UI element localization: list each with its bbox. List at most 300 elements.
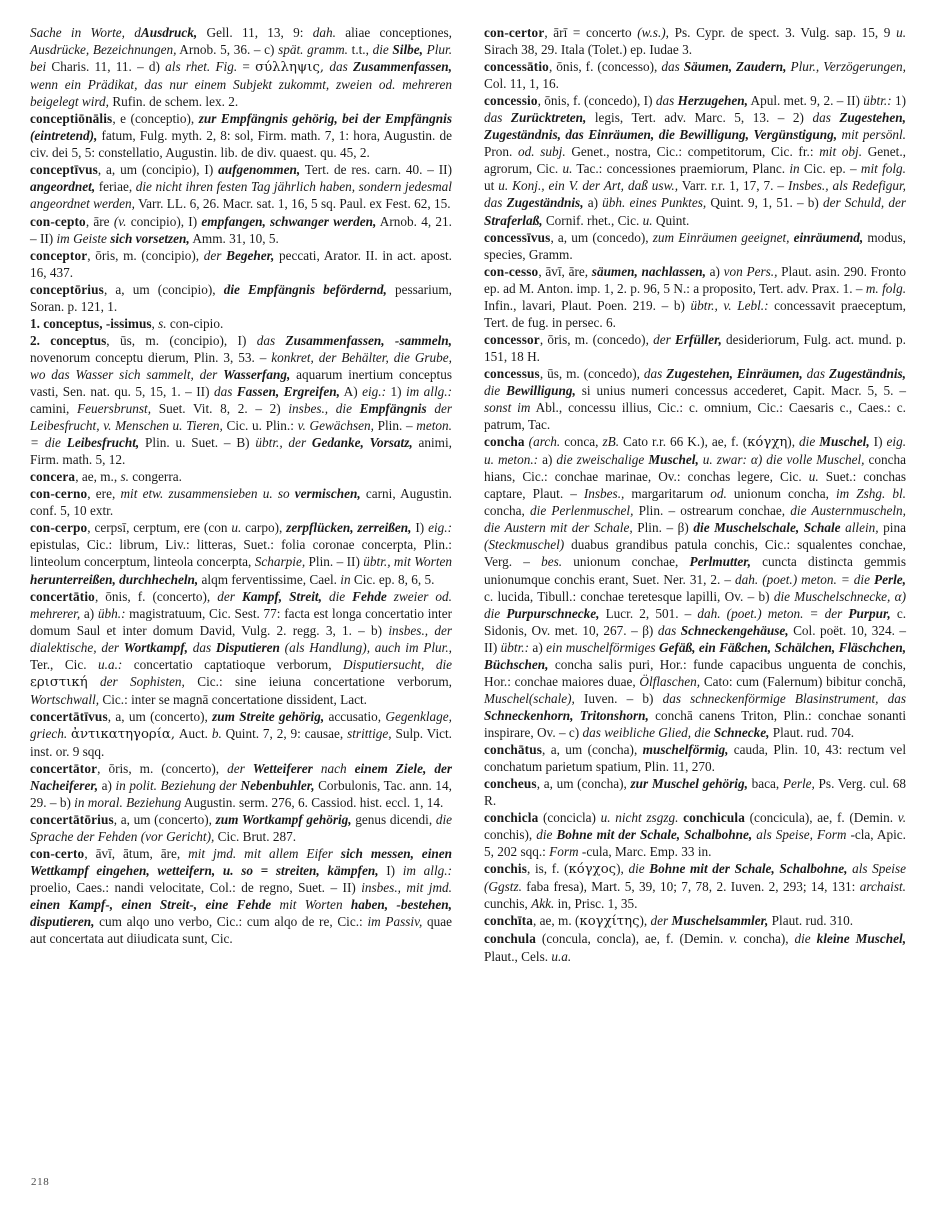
- plain-text: Cic. u. Plin.:: [222, 418, 298, 434]
- gloss-text: Gegenklage, griech.: [30, 708, 452, 741]
- bold-gloss: vermischen,: [294, 486, 361, 502]
- gloss-text: die Austernmuscheln, die Austern mit der Schale,: [484, 503, 906, 536]
- headword: con-cerno: [30, 486, 88, 502]
- plain-text: , a, um (concha),: [542, 741, 643, 757]
- dictionary-entry: [484, 58, 906, 92]
- plain-text: Cato: cum (Falernum) bibitur conchā,: [700, 673, 906, 689]
- plain-text: Quint. 7, 2, 9: causae,: [221, 725, 348, 741]
- gloss-text: die: [321, 588, 353, 604]
- plain-text: a): [538, 452, 557, 468]
- gloss-text: das: [484, 110, 511, 126]
- gloss-text: von Pers.,: [723, 263, 778, 279]
- dictionary-entry: [484, 809, 906, 860]
- gloss-text: u. Konj., ein V. der Art, daß usw.,: [498, 178, 679, 194]
- greek-text: κόγχος: [568, 862, 617, 878]
- plain-text: pessarium, Soran. p. 121, 1.: [30, 281, 452, 314]
- headword: concessio: [484, 93, 538, 109]
- dictionary-entry: [484, 912, 906, 930]
- gloss-text: übh.:: [97, 605, 126, 621]
- left-column: [30, 24, 452, 1164]
- gloss-text: das: [802, 365, 830, 381]
- plain-text: Ps. Cypr. de spect. 3. Vulg. sap. 15, 9: [669, 25, 897, 40]
- gloss-text: der: [227, 761, 253, 777]
- plain-text: feriae,: [95, 179, 136, 195]
- headword: concessus: [484, 365, 540, 381]
- headword: con-cerpo: [30, 520, 88, 536]
- gloss-text: (w.s.),: [637, 25, 669, 40]
- gloss-text: der Leibesfrucht, v. Menschen u. Tieren,: [30, 401, 452, 434]
- plain-text: A): [339, 383, 363, 399]
- bold-gloss: Bohne mit der Schale, Schalbohne,: [649, 861, 848, 877]
- plain-text: unionum conchae,: [562, 554, 690, 570]
- plain-text: a): [705, 263, 724, 279]
- headword: concheus: [484, 776, 537, 792]
- plain-text: Arnob. 5, 36. – c): [176, 42, 279, 58]
- plain-text: ),: [787, 434, 800, 450]
- dictionary-entry: [30, 332, 452, 468]
- greek-text: ἀντικατηγορία,: [71, 726, 176, 742]
- plain-text: Arnob. 4, 21. – II): [30, 213, 452, 246]
- bold-gloss: Muschel,: [819, 434, 870, 450]
- gloss-text: Wortschwall,: [30, 691, 100, 707]
- plain-text: Plaut., Cels.: [484, 948, 552, 964]
- plain-text: , ārī = concerto: [544, 25, 638, 40]
- gloss-text: archaist.: [859, 879, 906, 895]
- plain-text: I): [378, 863, 403, 879]
- plain-text: Cic. ep. 8, 6, 5.: [350, 571, 435, 587]
- plain-text: animi, Firm. math. 5, 12.: [30, 435, 452, 468]
- gloss-text: (Steckmuschel): [484, 537, 565, 553]
- plain-text: Tac.: concessiones praemiorum, Planc.: [572, 161, 790, 177]
- plain-text: Quint.: [652, 212, 690, 228]
- headword: concertātīvus: [30, 708, 108, 724]
- headword: concera: [30, 469, 76, 485]
- plain-text: pina: [878, 520, 906, 536]
- gloss-text: im Geiste: [56, 230, 111, 246]
- bold-gloss: die Empfängnis befördernd,: [223, 281, 387, 297]
- gloss-text: spät. gramm.: [278, 42, 348, 58]
- plain-text: camini,: [30, 401, 78, 417]
- gloss-text: mit obj.: [819, 144, 863, 160]
- plain-text: , ūs, m. (concedo),: [539, 365, 644, 381]
- headword: conceptīvus: [30, 162, 98, 178]
- bold-gloss: Ausdruck,: [140, 25, 198, 40]
- gloss-text: übh. eines Punktes,: [602, 195, 707, 211]
- plain-text: Tert. de res. carn. 40. – II): [300, 162, 452, 178]
- plain-text: a): [583, 195, 603, 211]
- plain-text: si unius numeri concessus accederet, Capit. Macr. 5, 5. –: [575, 382, 906, 398]
- gloss-text: das: [655, 93, 678, 109]
- plain-text: , is, f. (: [527, 861, 569, 877]
- gloss-text: dah. (poet.) meton. = die: [735, 571, 874, 587]
- gloss-text: Plur. bei: [30, 42, 453, 75]
- gloss-text: eig. u. meton.:: [484, 434, 907, 468]
- gloss-text: Insbes.,: [583, 486, 625, 502]
- bold-gloss: Zurücktreten,: [510, 110, 587, 126]
- plain-text: Plaut. asin. 290. Fronto ep. ad M. Anton. imp. 1, 2. p. 96, 5 N.: a proposito, Tert. adv. Prax. 1. –: [484, 263, 906, 296]
- plain-text: con-cipio.: [166, 315, 224, 331]
- greek-text: εριστική: [30, 674, 88, 690]
- plain-text: Augustin. serm. 276, 6. Cassiod. hist. eccl. 1, 14.: [181, 795, 444, 811]
- bold-gloss: Bewilligung,: [506, 382, 576, 398]
- plain-text: Genet., agrorum, Cic.: [484, 144, 906, 177]
- dictionary-entry: [30, 708, 452, 760]
- plain-text: Plin. – β): [632, 520, 694, 536]
- plain-text: concha),: [737, 931, 795, 947]
- bold-gloss: Herzugehen,: [677, 93, 748, 109]
- plain-text: unionum concha,: [726, 486, 836, 502]
- gloss-text: der Sophisten,: [87, 673, 185, 689]
- dictionary-entry: [484, 930, 906, 964]
- plain-text: Ps. Verg. cul. 68 R.: [484, 776, 906, 809]
- dictionary-entry: [484, 365, 906, 433]
- headword: con-certo: [30, 846, 85, 862]
- gloss-text: in polit. Beziehung der: [115, 778, 241, 794]
- bold-gloss: zum Wortkampf gehörig,: [215, 812, 352, 828]
- plain-text: , ūs, m. (concipio), I): [106, 332, 257, 348]
- dictionary-entry: [30, 247, 452, 281]
- bold-gloss: Silbe,: [392, 42, 423, 58]
- gloss-text: der: [650, 913, 672, 929]
- plain-text: -cla, Apic. 5, 202 sqq.:: [484, 827, 906, 860]
- right-column: [484, 24, 906, 1164]
- plain-text: Apul. met. 9, 2. – II): [747, 93, 864, 109]
- plain-text: , ere,: [87, 486, 121, 502]
- dictionary-entry: [30, 468, 452, 485]
- plain-text: a): [98, 778, 116, 794]
- plain-text: Cic.: sine ieiuna concertatione verborum,: [184, 673, 452, 689]
- bold-gloss: sich messen, einen Wettkampf eingehen, wetteifern, u. so = streiten, kämpfen,: [30, 846, 452, 879]
- bold-gloss: Empfängnis: [359, 401, 427, 417]
- plain-text: , ōris, m. (concedo),: [539, 331, 654, 347]
- headword: concertātio: [30, 588, 95, 604]
- gloss-text: Scharpie,: [254, 554, 306, 570]
- headword: conchis: [484, 861, 528, 877]
- gloss-text: die: [372, 42, 393, 58]
- bold-gloss: Erfüller,: [675, 331, 722, 347]
- plain-text: ),: [616, 861, 629, 877]
- gloss-text: s.: [120, 469, 129, 485]
- plain-text: , ōris, m. (concerto),: [97, 761, 228, 777]
- gloss-text: in: [340, 571, 351, 587]
- bold-gloss: Schneckengehäuse,: [680, 622, 789, 638]
- dictionary-entry: [484, 331, 906, 365]
- gloss-text: u.a.:: [98, 656, 123, 672]
- gloss-text: Disputiersucht, die: [343, 656, 453, 672]
- entry-continuation: [30, 24, 452, 110]
- bold-gloss: Wasserfang,: [223, 366, 291, 382]
- plain-text: aliae conceptiones,: [335, 25, 452, 40]
- dictionary-entry: [484, 92, 906, 228]
- plain-text: duabus grandibus patula conchis, Cic.: squalentes conchae, Verg. –: [484, 537, 906, 570]
- plain-text: Quint. 9, 1, 51. – b): [706, 195, 823, 211]
- plain-text: Varr. r.r. 1, 17, 7. –: [678, 178, 789, 194]
- plain-text: c. Sidonis, Ov. met. 10, 267. – β): [484, 605, 907, 638]
- gloss-text: b.: [211, 725, 222, 741]
- gloss-text: v. Gewächsen,: [297, 418, 374, 434]
- bold-gloss: Schneckenhorn, Tritonshorn,: [484, 707, 649, 723]
- gloss-text: mit Worten: [271, 897, 351, 913]
- gloss-text: (arch.: [528, 434, 561, 450]
- headword: conceptor: [30, 247, 88, 263]
- gloss-text: als Speise, Form: [752, 827, 847, 843]
- plain-text: concertatio captatioque verborum,: [122, 656, 343, 672]
- bold-gloss: Muschelsammler,: [671, 913, 769, 929]
- bold-gloss: Schnecke,: [713, 724, 770, 740]
- plain-text: , āre: [85, 213, 114, 229]
- gloss-text: Muschel(schale),: [484, 690, 575, 706]
- gloss-text: zB.: [602, 434, 619, 450]
- gloss-text: die Perlenmuschel,: [530, 503, 634, 519]
- headword: concertātōrius: [30, 812, 114, 828]
- plain-text: , āvī, ātum, āre,: [84, 846, 189, 862]
- plain-text: I): [411, 520, 429, 536]
- bold-gloss: die Muschelschale, Schale: [693, 520, 841, 536]
- plain-text: , a, um (concipio), I): [97, 162, 219, 178]
- gloss-text: u. nicht zsgzg.: [600, 810, 679, 826]
- gloss-text: Akk.: [531, 896, 555, 912]
- gloss-text: strittige,: [347, 725, 392, 741]
- gloss-text: eig.:: [362, 383, 386, 399]
- bold-gloss: Nebenbuhler,: [240, 778, 315, 794]
- gloss-text: Perle,: [782, 776, 815, 792]
- gloss-text: das: [812, 110, 840, 126]
- plain-text: Suet.: conchas captare, Plaut. –: [484, 469, 906, 502]
- gloss-text: Plur., Verzögerungen,: [786, 59, 906, 75]
- plain-text: Rufin. de schem. lex. 2.: [109, 94, 239, 110]
- gloss-text: das: [324, 59, 353, 75]
- plain-text: Plin. – II): [305, 554, 364, 570]
- plain-text: peccati, Arator. II. in act. apost. 16, 437.: [30, 247, 452, 280]
- plain-text: =: [237, 59, 256, 75]
- plain-text: , a, um (concipio),: [103, 281, 224, 297]
- plain-text: Plin. – ostrearum conchae,: [633, 503, 791, 519]
- plain-text: Col. 11, 1, 16.: [484, 76, 559, 92]
- bold-gloss: zerpflücken, zerreißen,: [286, 520, 412, 536]
- dictionary-entry: [484, 433, 906, 741]
- headword: conchīta: [484, 913, 534, 929]
- gloss-text: (als Handlung), auch im Plur.,: [279, 639, 452, 655]
- bold-gloss: zum Streite gehörig,: [212, 708, 325, 724]
- bold-gloss: muschelförmig,: [642, 741, 729, 757]
- gloss-text: übtr., v. Lebl.:: [690, 297, 769, 313]
- dictionary-entry: [484, 24, 906, 58]
- gloss-text: Ölflaschen,: [639, 673, 701, 689]
- dictionary-entry: [30, 315, 452, 332]
- bold-gloss: Zugeständnis,: [506, 195, 584, 211]
- gloss-text: Feuersbrunst,: [77, 401, 152, 417]
- gloss-text: der: [217, 588, 242, 604]
- plain-text: legis, Tert. adv. Marc. 5, 13. – 2): [586, 110, 813, 126]
- gloss-text: das schneckenförmige Blasinstrument, das: [662, 690, 906, 706]
- plain-text: modus, species, Gramm.: [484, 229, 906, 262]
- gloss-text: mit persönl.: [837, 127, 906, 143]
- plain-text: a): [529, 639, 547, 655]
- plain-text: quae aut concertata aut diiudicata sunt, Cic.: [30, 914, 452, 947]
- plain-text: Plin. –: [373, 418, 417, 434]
- plain-text: cum alqo uno verbo, Cic.: cum alqo de re, Cic.:: [94, 914, 368, 930]
- gloss-text: die: [536, 827, 557, 843]
- plain-text: , cerpsī, cerptum, ere (con: [87, 520, 232, 536]
- dictionary-entry: [30, 760, 452, 811]
- plain-text: -cula, Marc. Emp. 33 in.: [578, 844, 712, 860]
- gloss-text: meton. = die: [30, 418, 452, 451]
- bold-gloss: Zusammenfassen,: [352, 59, 452, 75]
- gloss-text: in moral. Beziehung: [74, 795, 182, 811]
- plain-text: Auct.: [175, 725, 212, 741]
- gloss-text: v.: [729, 931, 738, 947]
- gloss-text: u.: [562, 161, 573, 177]
- bold-gloss: Zugestehen, Zugeständnis, das Einräumen, die Bewilligung, Vergünstigung,: [484, 110, 906, 143]
- gloss-text: bes.: [541, 554, 563, 570]
- bold-gloss: einen Kampf-, einen Streit-, eine Fehde: [30, 897, 272, 913]
- gloss-text: zum Einräumen geeignet,: [652, 229, 794, 245]
- plain-text: ut: [484, 178, 499, 194]
- gloss-text: Insbes., als Redefigur, das: [484, 178, 906, 211]
- headword: conchātus: [484, 741, 543, 757]
- bold-gloss: empfangen, schwanger werden,: [201, 213, 377, 229]
- page-number: 218: [31, 1176, 50, 1188]
- plain-text: alqm ferventissime, Cael.: [198, 571, 341, 587]
- plain-text: Sirach 38, 29. Itala (Tolet.) ep. Iudae 3.: [484, 42, 693, 58]
- gloss-text: mit jmd. mit allem Eifer: [188, 846, 341, 862]
- dictionary-entry: [30, 110, 452, 161]
- gloss-text: die nicht ihren festen Tag jährlich haben, sondern jedesmal angeordnet werden,: [30, 179, 452, 212]
- bold-gloss: aufgenommen,: [218, 162, 301, 178]
- bold-gloss: Purpurschnecke,: [506, 605, 600, 621]
- bold-gloss: Zusammenfassen, -sammeln,: [285, 332, 452, 348]
- plain-text: conchā canens Triton, Plin.: conchae sonanti inspirare, Ov. – c): [484, 707, 907, 740]
- plain-text: , a, um (concerto),: [113, 812, 216, 828]
- gloss-text: sonst im: [484, 400, 531, 416]
- gloss-text: als rhet. Fig.: [165, 59, 238, 75]
- gloss-text: übtr., mit Worten: [363, 554, 453, 570]
- gloss-text: s.: [158, 315, 167, 331]
- bold-gloss: Leibesfrucht,: [66, 435, 140, 451]
- gloss-text: die Muschelschnecke, α) die: [484, 588, 906, 621]
- gloss-text: u.: [231, 520, 242, 536]
- gloss-text: insbes., die: [288, 401, 360, 417]
- plain-text: conchis),: [484, 827, 537, 843]
- gloss-text: im allg.:: [402, 863, 453, 879]
- plain-text: , ōnis, f. (concedo), I): [537, 93, 656, 109]
- dictionary-entry: [30, 588, 452, 708]
- gloss-text: die: [628, 861, 650, 877]
- bold-gloss: Zugestehen, Einräumen,: [666, 365, 803, 381]
- plain-text: proelio, Caes.: nandi velocitate, Col.: de regno, Suet. – II): [30, 880, 362, 896]
- bold-gloss: Säumen, Zaudern,: [683, 59, 787, 75]
- plain-text: Ter., Cic.: [30, 656, 99, 672]
- headword: con-cepto: [30, 213, 86, 229]
- plain-text: genus dicendi,: [351, 812, 436, 828]
- plain-text: faba fresa), Mart. 5, 39, 10; 7, 78, 2. Iuven. 2, 293; 14, 131:: [521, 879, 860, 895]
- gloss-text: Sache in Worte, d: [30, 25, 141, 40]
- plain-text: Cato r.r. 66 K.), ae, f. (: [619, 434, 748, 450]
- plain-text: Abl., concessu illius, Cic.: c. omnium, Cic.: Caesaris c., Caes.: c. patrum, Tac.: [484, 400, 906, 433]
- plain-text: Genet., nostra, Cic.: competitorum, Cic. fr.:: [565, 144, 820, 160]
- bold-gloss: einräumend,: [793, 229, 864, 245]
- headword: concertātor: [30, 761, 98, 777]
- plain-text: congerra.: [128, 469, 182, 485]
- bold-gloss: Purpur,: [848, 605, 891, 621]
- headword: concessīvus: [484, 229, 551, 245]
- gloss-text: die: [484, 382, 507, 398]
- headword: conchicula: [683, 810, 745, 826]
- plain-text: Amm. 31, 10, 5.: [189, 230, 279, 246]
- gloss-text: nach: [312, 761, 355, 777]
- bold-gloss: Gedanke, Vorsatz,: [311, 435, 413, 451]
- gloss-text: m. folg.: [865, 280, 907, 296]
- plain-text: cuncta distincta gemmis unionumque conchis erant, Suet. Ner. 31, 2. –: [484, 554, 906, 587]
- headword: conchula: [484, 931, 537, 947]
- headword: con-certor: [484, 25, 545, 40]
- plain-text: , ōris, m. (concipio),: [87, 247, 204, 263]
- plain-text: Cic.: inter se magnā concertatione dissident, Lact.: [99, 691, 367, 707]
- gloss-text: in: [789, 161, 800, 177]
- gloss-text: u.: [808, 469, 819, 485]
- gloss-text: mit etw. zusammensieben u. so: [120, 486, 295, 502]
- gloss-text: insbes., der dialektische, der: [30, 622, 452, 655]
- plain-text: c. lucida, Tibull.: conchae teretesque lapilli, Ov. – b): [484, 588, 774, 604]
- gloss-text: der Schuld, der: [822, 195, 907, 211]
- bold-gloss: Perle,: [873, 571, 906, 587]
- plain-text: concha,: [484, 503, 531, 519]
- plain-text: margaritarum: [624, 486, 711, 502]
- headword: conceptōrius: [30, 281, 104, 297]
- bold-gloss: Kampf, Streit,: [241, 588, 322, 604]
- gloss-text: das: [661, 59, 684, 75]
- plain-text: Infin., lavari, Plaut. Poen. 219. – b): [484, 297, 691, 313]
- dictionary-entry: [484, 229, 906, 263]
- greek-text: κόγχη: [747, 435, 788, 451]
- gloss-text: das: [643, 365, 667, 381]
- plain-text: Iuven. – b): [574, 690, 663, 706]
- plain-text: carpo),: [241, 520, 287, 536]
- bold-gloss: Disputieren: [215, 639, 280, 655]
- headword: conchicla: [484, 810, 539, 826]
- dictionary-entry: [30, 519, 452, 587]
- gloss-text: (v.: [113, 213, 127, 229]
- gloss-text: das: [187, 639, 216, 655]
- gloss-text: ein muschelförmiges: [546, 639, 659, 655]
- dictionary-entry: [30, 845, 452, 947]
- bold-gloss: herunterreißen, durchhecheln,: [30, 571, 199, 587]
- gloss-text: Form: [549, 844, 579, 860]
- plain-text: Varr. LL. 6, 26. Macr. sat. 1, 16, 5 sq. Paul. ex Fest. 62, 15.: [135, 196, 451, 212]
- plain-text: , a, um (concedo),: [550, 229, 653, 245]
- plain-text: Plaut. rud. 704.: [769, 724, 855, 740]
- dictionary-entry: [484, 775, 906, 809]
- text-body: [30, 24, 906, 1164]
- dictionary-entry: [30, 213, 452, 247]
- bold-gloss: säumen, nachlassen,: [591, 263, 706, 279]
- plain-text: aquarum inertium conceptus vasti, Sen. nat. qu. 5, 15, 1. – II): [30, 366, 452, 399]
- gloss-text: wenn ein Prädikat, das nur einem Subjekt zukommt, zweien od. mehreren beigelegt wird,: [30, 77, 452, 110]
- gloss-text: u. zwar: α) die volle Muschel,: [698, 452, 865, 468]
- gloss-text: das: [657, 622, 681, 638]
- plain-text: Col. poët. 10, 324. – II): [484, 622, 906, 655]
- gloss-text: od.: [710, 486, 727, 502]
- gloss-text: der: [203, 247, 227, 263]
- plain-text: Corbulonis, Tac. ann. 14, 29. – b): [30, 778, 452, 811]
- bold-gloss: Bohne mit der Schale, Schalbohne,: [556, 827, 753, 843]
- bold-gloss: haben, -bestehen, disputieren,: [30, 897, 452, 930]
- gloss-text: konkret, der Behälter, die Grube, wo das Wasser sich sammelt, der: [30, 349, 452, 382]
- plain-text: t.t.,: [348, 42, 373, 58]
- gloss-text: im Zshg. bl.: [835, 486, 906, 502]
- gloss-text: mit folg.: [860, 161, 906, 177]
- plain-text: (concicula), ae, f. (Demin.: [744, 810, 898, 826]
